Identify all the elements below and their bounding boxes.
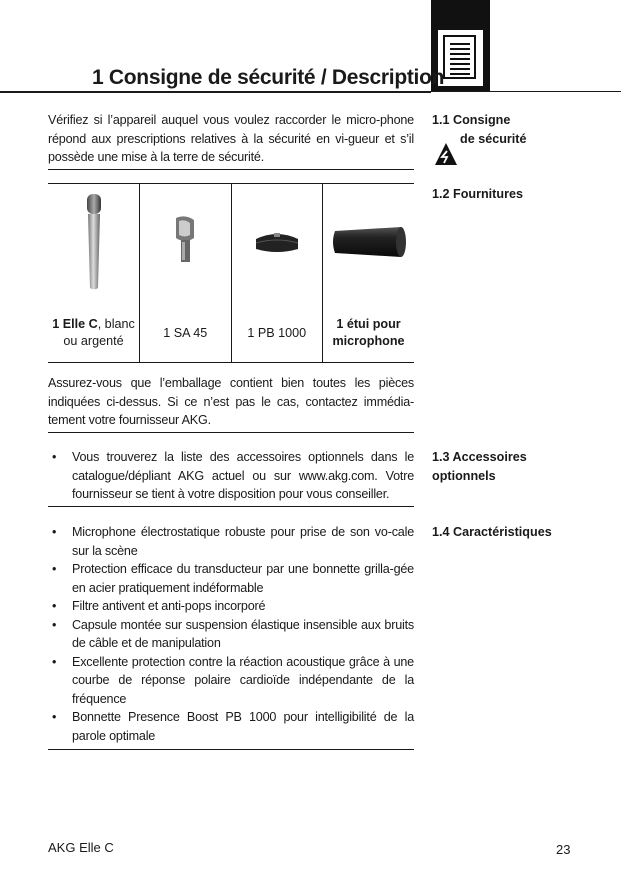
item-label-cell: 1 PB 1000 — [231, 304, 323, 363]
list-item: • Excellente protection contre la réaction acoustique grâce à une courbe de réponse polaire cardioïde indépendante de la fréquence — [48, 653, 414, 709]
sidebar-heading-1-2: 1.2 Fournitures — [432, 187, 523, 201]
item-label-line — [48, 316, 139, 333]
item-label-cell: 1 SA 45 — [140, 304, 232, 363]
heading-1-3-line1: 1.3 Accessoires — [432, 450, 527, 464]
presence-boost-cap-icon — [252, 229, 302, 255]
item-label-line2: microphone — [332, 334, 405, 348]
list-item: • Filtre antivent et anti-pops incorporé — [48, 597, 414, 616]
item-name: 1 étui pour — [336, 317, 401, 331]
delivery-paragraph: Assurez-vous que l’emballage contient bien toutes les pièces indiquées ci-dessus. Si ce n’est pas le cas, contactez immédia-tement votre fournisseur AKG. — [48, 376, 414, 427]
heading-1-1-line1: 1.1 Consigne — [432, 113, 511, 127]
item-image-cell — [48, 184, 140, 305]
microphone-icon — [79, 192, 109, 292]
list-item: • Vous trouverez la liste des accessoires optionnels dans le catalogue/dépliant AKG actuel ou sur www.akg.com. Votre fournisseur se tient à votre disposition pour vous conseiller. — [48, 448, 414, 504]
list-item: • Bonnette Presence Boost PB 1000 pour intelligibilité de la parole optimale — [48, 708, 414, 745]
item-image-cell — [323, 184, 415, 305]
sidebar-heading-1-3 — [432, 448, 527, 485]
sidebar-rule — [431, 91, 621, 92]
warning-icon — [434, 142, 458, 166]
list-item: • Microphone électrostatique robuste pour prise de son vo-cale sur la scène — [48, 523, 414, 560]
item-label-line2: ou argenté — [63, 334, 124, 348]
features-list — [48, 523, 414, 745]
item-image-cell — [231, 184, 323, 305]
item-name: 1 Elle C — [52, 317, 98, 331]
divider — [48, 432, 414, 433]
supplied-items-table — [48, 183, 414, 363]
page-title: 1 Consigne de sécurité / Description — [92, 66, 445, 89]
page-number: 23 — [556, 842, 571, 857]
footer-product: AKG Elle C — [48, 840, 114, 855]
heading-1-3-line2: optionnels — [432, 468, 496, 483]
item-label-cell — [48, 304, 140, 363]
item-suffix: , blanc — [97, 317, 135, 331]
divider — [48, 506, 414, 507]
title-rule — [0, 91, 431, 93]
list-item: • Capsule montée sur suspension élastique insensible aux bruits de câble et de manipulation — [48, 616, 414, 653]
accessories-list — [48, 448, 414, 504]
sidebar-heading-1-4: 1.4 Caractéristiques — [432, 525, 552, 539]
item-label-cell — [323, 304, 415, 363]
list-item: • Protection efficace du transducteur par une bonnette grilla-gée en acier pratiquement indéformable — [48, 560, 414, 597]
safety-paragraph: Vérifiez si l’appareil auquel vous voulez raccorder le micro-phone répond aux prescriptions relatives à la sécurité en vi-gueur et s’il possède une mise à la terre de sécurité. — [48, 113, 414, 164]
item-image-cell — [140, 184, 232, 305]
divider — [48, 749, 414, 750]
divider — [48, 169, 414, 170]
stand-adapter-icon — [170, 214, 200, 269]
heading-1-1-line2: de sécurité — [460, 131, 527, 146]
pouch-icon — [329, 225, 409, 259]
document-icon — [438, 30, 483, 86]
